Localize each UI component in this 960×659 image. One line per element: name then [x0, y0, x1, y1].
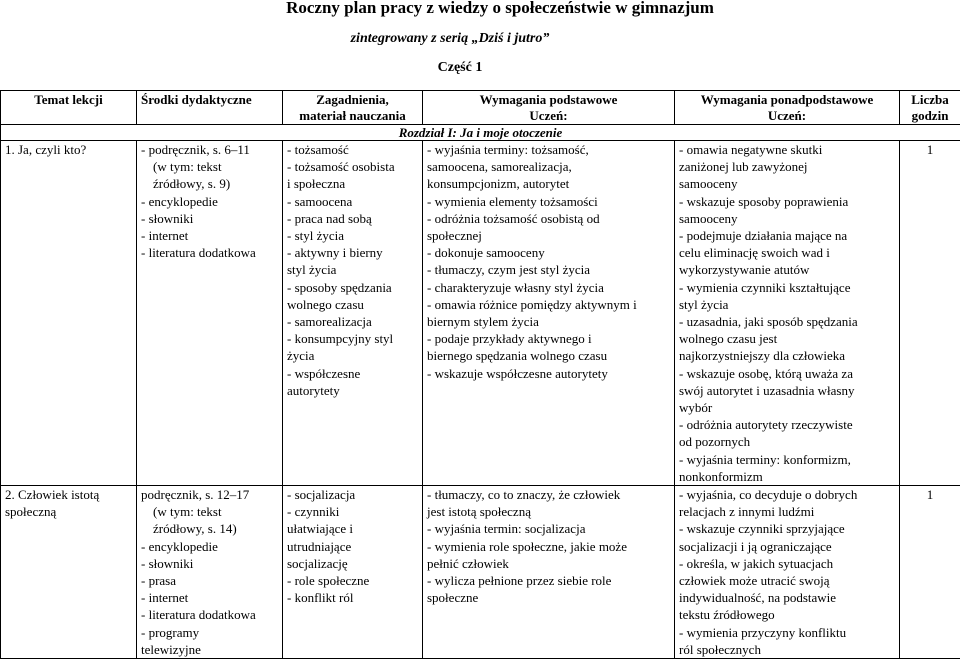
- cell-line: - wskazuje czynniki sprzyjające: [679, 520, 895, 537]
- document-subtitle: zintegrowany z serią „Dziś i jutro”: [0, 31, 900, 47]
- cell-line: autorytety: [287, 382, 418, 399]
- cell-line: wolnego czasu jest: [679, 330, 895, 347]
- cell-line: - wskazuje współczesne autorytety: [427, 365, 670, 382]
- cell-line: - określa, w jakich sytuacjach: [679, 555, 895, 572]
- cell-line: swój autorytet i uzasadnia własny: [679, 382, 895, 399]
- cell-line: - samoocena: [287, 193, 418, 210]
- cell-line: ról społecznych: [679, 641, 895, 658]
- cell-line: - literatura dodatkowa: [141, 606, 278, 623]
- cell-line: - tłumaczy, co to znaczy, że człowiek: [427, 486, 670, 503]
- cell-line: źródłowy, s. 9): [141, 175, 278, 192]
- cell-line: - encyklopedie: [141, 538, 278, 555]
- header-zagadnienia: [283, 91, 423, 125]
- cell-line: - samorealizacja: [287, 313, 418, 330]
- cell-line: człowiek może utracić swoją: [679, 572, 895, 589]
- cell-line: - internet: [141, 227, 278, 244]
- table-header-row: [1, 91, 960, 125]
- cell-line: indywidualność, na podstawie: [679, 589, 895, 606]
- cell-line: od pozornych: [679, 433, 895, 450]
- plan-table: [0, 90, 960, 659]
- cell-line: - tożsamość osobista: [287, 158, 418, 175]
- cell-line: - odróżnia tożsamość osobistą od: [427, 210, 670, 227]
- cell-ponadpodstawowe: [675, 486, 900, 659]
- cell-podstawowe: [423, 486, 675, 659]
- cell-line: - czynniki: [287, 503, 418, 520]
- cell-godzin: 1: [900, 141, 960, 486]
- cell-temat: [1, 486, 137, 659]
- cell-line: utrudniające: [287, 538, 418, 555]
- cell-line: - styl życia: [287, 227, 418, 244]
- header-godzin-line-2: godzin: [904, 108, 956, 124]
- cell-line: - prasa: [141, 572, 278, 589]
- cell-podstawowe: [423, 141, 675, 486]
- cell-line: - słowniki: [141, 555, 278, 572]
- cell-line: - konsumpcyjny styl: [287, 330, 418, 347]
- cell-line: - omawia negatywne skutki: [679, 141, 895, 158]
- cell-line: - współczesne: [287, 365, 418, 382]
- header-podstawowe-line-2: Uczeń:: [427, 108, 670, 124]
- cell-line: - podejmuje działania mające na: [679, 227, 895, 244]
- header-zagadnienia-line-1: Zagadnienia,: [287, 92, 418, 108]
- header-godzin: [900, 91, 960, 125]
- cell-line: ułatwiające i: [287, 520, 418, 537]
- cell-line: (w tym: tekst: [141, 158, 278, 175]
- cell-ponadpodstawowe: [675, 141, 900, 486]
- cell-line: - wskazuje osobę, którą uważa za: [679, 365, 895, 382]
- cell-line: społeczne: [427, 589, 670, 606]
- cell-line: - role społeczne: [287, 572, 418, 589]
- cell-line: - charakteryzuje własny styl życia: [427, 279, 670, 296]
- cell-line: pełnić człowiek: [427, 555, 670, 572]
- table-row: [1, 486, 960, 659]
- header-podstawowe-line-1: Wymagania podstawowe: [427, 92, 670, 108]
- cell-line: społeczną: [5, 503, 132, 520]
- cell-line: wybór: [679, 399, 895, 416]
- cell-line: - wymienia czynniki kształtujące: [679, 279, 895, 296]
- cell-line: - wylicza pełnione przez siebie role: [427, 572, 670, 589]
- cell-line: styl życia: [287, 261, 418, 278]
- header-srodki: Środki dydaktyczne: [137, 91, 283, 125]
- cell-line: samooceny: [679, 175, 895, 192]
- cell-line: wykorzystywanie atutów: [679, 261, 895, 278]
- cell-line: relacjach z innymi ludźmi: [679, 503, 895, 520]
- table-row: [1, 141, 960, 486]
- cell-line: styl życia: [679, 296, 895, 313]
- cell-line: - konflikt ról: [287, 589, 418, 606]
- cell-line: - dokonuje samooceny: [427, 244, 670, 261]
- cell-line: (w tym: tekst: [141, 503, 278, 520]
- cell-srodki: [137, 141, 283, 486]
- cell-line: - encyklopedie: [141, 193, 278, 210]
- cell-line: samoocena, samorealizacja,: [427, 158, 670, 175]
- cell-line: - internet: [141, 589, 278, 606]
- cell-line: - wymienia elementy tożsamości: [427, 193, 670, 210]
- header-ponadpodstawowe-line-1: Wymagania ponadpodstawowe: [679, 92, 895, 108]
- cell-line: - literatura dodatkowa: [141, 244, 278, 261]
- cell-line: - omawia różnice pomiędzy aktywnym i: [427, 296, 670, 313]
- cell-line: - uzasadnia, jaki sposób spędzania: [679, 313, 895, 330]
- cell-line: konsumpcjonizm, autorytet: [427, 175, 670, 192]
- cell-line: najkorzystniejszy dla człowieka: [679, 347, 895, 364]
- cell-line: wolnego czasu: [287, 296, 418, 313]
- cell-temat: [1, 141, 137, 486]
- header-zagadnienia-line-2: materiał nauczania: [287, 108, 418, 124]
- cell-line: biernego spędzania wolnego czasu: [427, 347, 670, 364]
- header-podstawowe: [423, 91, 675, 125]
- cell-line: - sposoby spędzania: [287, 279, 418, 296]
- cell-line: telewizyjne: [141, 641, 278, 658]
- cell-line: 2. Człowiek istotą: [5, 486, 132, 503]
- cell-line: życia: [287, 347, 418, 364]
- cell-line: - wyjaśnia terminy: konformizm,: [679, 451, 895, 468]
- cell-line: - praca nad sobą: [287, 210, 418, 227]
- cell-line: - aktywny i bierny: [287, 244, 418, 261]
- cell-line: samooceny: [679, 210, 895, 227]
- cell-line: - słowniki: [141, 210, 278, 227]
- cell-line: źródłowy, s. 14): [141, 520, 278, 537]
- cell-godzin: 1: [900, 486, 960, 659]
- cell-zagadnienia: [283, 486, 423, 659]
- header-ponadpodstawowe-line-2: Uczeń:: [679, 108, 895, 124]
- cell-line: - socjalizacja: [287, 486, 418, 503]
- cell-line: socjalizację: [287, 555, 418, 572]
- cell-line: - wyjaśnia terminy: tożsamość,: [427, 141, 670, 158]
- cell-line: społecznej: [427, 227, 670, 244]
- section-title: Rozdział I: Ja i moje otoczenie: [1, 125, 960, 141]
- cell-line: - wskazuje sposoby poprawienia: [679, 193, 895, 210]
- section-row: [1, 125, 960, 141]
- document-title: Roczny plan pracy z wiedzy o społeczeństwie w gimnazjum: [0, 0, 960, 18]
- cell-line: tekstu źródłowego: [679, 606, 895, 623]
- header-temat: Temat lekcji: [1, 91, 137, 125]
- document-part: Część 1: [0, 60, 920, 76]
- header-ponadpodstawowe: [675, 91, 900, 125]
- cell-zagadnienia: [283, 141, 423, 486]
- cell-line: - podręcznik, s. 6–11: [141, 141, 278, 158]
- cell-line: - wyjaśnia termin: socjalizacja: [427, 520, 670, 537]
- cell-line: podręcznik, s. 12–17: [141, 486, 278, 503]
- cell-line: - programy: [141, 624, 278, 641]
- cell-line: biernym stylem życia: [427, 313, 670, 330]
- cell-line: i społeczna: [287, 175, 418, 192]
- cell-line: - wyjaśnia, co decyduje o dobrych: [679, 486, 895, 503]
- cell-line: 1. Ja, czyli kto?: [5, 141, 132, 158]
- cell-line: - wymienia przyczyny konfliktu: [679, 624, 895, 641]
- cell-line: - tłumaczy, czym jest styl życia: [427, 261, 670, 278]
- cell-line: - wymienia role społeczne, jakie może: [427, 538, 670, 555]
- cell-line: jest istotą społeczną: [427, 503, 670, 520]
- cell-line: - odróżnia autorytety rzeczywiste: [679, 416, 895, 433]
- cell-line: socjalizacji i ją ograniczające: [679, 538, 895, 555]
- cell-srodki: [137, 486, 283, 659]
- cell-line: zaniżonej lub zawyżonej: [679, 158, 895, 175]
- cell-line: - tożsamość: [287, 141, 418, 158]
- header-godzin-line-1: Liczba: [904, 92, 956, 108]
- cell-line: - podaje przykłady aktywnego i: [427, 330, 670, 347]
- cell-line: nonkonformizm: [679, 468, 895, 485]
- cell-line: celu eliminację swoich wad i: [679, 244, 895, 261]
